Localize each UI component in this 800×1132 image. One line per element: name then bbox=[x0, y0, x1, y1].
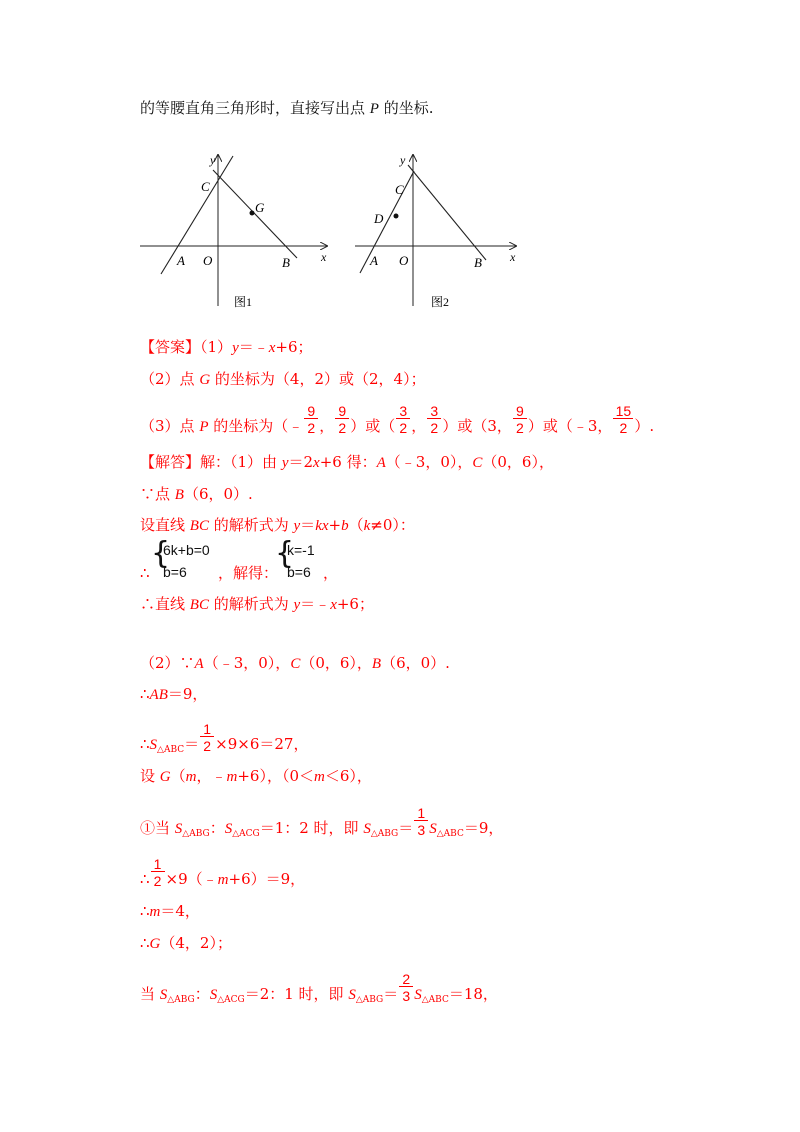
label-d: D bbox=[374, 211, 384, 226]
label-c: C bbox=[201, 179, 210, 194]
line-ac bbox=[161, 156, 233, 274]
fraction: $\frac{15}{2}$ bbox=[612, 417, 634, 437]
label-x: x bbox=[510, 250, 516, 264]
solution-line-11: ∴ $\frac{1}{2}$ ×9（﹣m+6）＝9， bbox=[140, 856, 306, 889]
fraction: $\frac{1}{3}$ bbox=[413, 819, 429, 839]
solution-line-1: 【解答】解：（1）由 y＝2x+6 得：A（﹣3，0），C（0，6）， bbox=[140, 453, 554, 471]
left-brace: { bbox=[275, 536, 295, 571]
answer-line-2: （2）点 G 的坐标为（4，2）或（2，4）； bbox=[140, 370, 426, 388]
label-b: B bbox=[282, 255, 290, 270]
solution-line-7: ∴AB＝9， bbox=[140, 685, 208, 703]
solution-line-2: ∵点 B（6，0）. bbox=[140, 485, 253, 503]
system-1-row-1: 6k+b=0 bbox=[163, 542, 210, 558]
point-g bbox=[250, 211, 255, 216]
point-d bbox=[394, 214, 399, 219]
label-y: y bbox=[210, 153, 216, 167]
answer-line-3: （3）点 P 的坐标为（﹣ $\frac{9}{2}$ ， $\frac{9}{2}$ ）或（ $\frac{3}{2}$ ， $\frac{3}{2}$ ）或（3， $\frac{9}{2}$ ）或（﹣3， $\frac{15}{2}$ ）. bbox=[140, 403, 655, 436]
system-2-row-2: b=6 bbox=[287, 564, 311, 580]
solution-line-3: 设直线 BC 的解析式为 y＝kx+b（k≠0）： bbox=[140, 516, 415, 534]
solution-line-13: ∴G（4，2）； bbox=[140, 934, 232, 952]
solution-line-4-end: ， bbox=[323, 564, 339, 582]
fraction: $\frac{1}{2}$ bbox=[150, 870, 166, 890]
caption-fig2: 图2 bbox=[431, 295, 450, 309]
solution-line-12: ∴m＝4， bbox=[140, 902, 200, 920]
label-a: A bbox=[177, 253, 185, 268]
solution-line-9: 设 G（m，﹣m+6），（0＜m＜6）， bbox=[140, 767, 372, 785]
fraction: $\frac{2}{3}$ bbox=[398, 985, 414, 1005]
system-2-row-1: k=-1 bbox=[287, 542, 315, 558]
solution-line-8: $\therefore S_{\triangle ABC}=$ $\frac{1}{2}$ ×9×6＝27， bbox=[140, 721, 309, 755]
solution-line-6: （2）∵A（﹣3，0），C（0，6），B（6，0）. bbox=[140, 654, 450, 672]
figure-1 bbox=[135, 148, 335, 318]
label-c: C bbox=[395, 182, 404, 197]
fraction: $\frac{3}{2}$ bbox=[426, 417, 442, 437]
answer-line-1: 【答案】（1）y＝﹣x+6； bbox=[140, 338, 313, 356]
caption-fig1: 图1 bbox=[234, 295, 253, 309]
fraction: $\frac{1}{2}$ bbox=[199, 735, 215, 755]
left-brace: { bbox=[151, 536, 171, 571]
intro-text: 的等腰直角三角形时，直接写出点 P 的坐标. bbox=[140, 99, 434, 117]
label-b: B bbox=[474, 255, 482, 270]
solution-line-4-prefix: ∴ bbox=[140, 564, 150, 582]
label-o: O bbox=[203, 253, 213, 268]
fraction: $\frac{9}{2}$ bbox=[303, 417, 319, 437]
solution-line-4-mid: ，解得： bbox=[218, 564, 279, 582]
label-o: O bbox=[399, 253, 409, 268]
label-g: G bbox=[255, 200, 265, 215]
system-1-row-2: b=6 bbox=[163, 564, 187, 580]
label-x: x bbox=[321, 250, 327, 264]
fraction: $\frac{9}{2}$ bbox=[334, 417, 350, 437]
solution-line-14: 当 $S_{\triangle ABG}$：$S_{\triangle ACG}=2$：1 时，即 $S_{\triangle ABG}=$ $\frac{2}{3}$ $S_{\triangle ABC}=18$， bbox=[140, 971, 498, 1005]
fraction: $\frac{3}{2}$ bbox=[395, 417, 411, 437]
figure-2 bbox=[350, 148, 525, 318]
solution-line-5: ∴直线 BC 的解析式为 y＝﹣x+6； bbox=[140, 595, 374, 613]
fraction: $\frac{9}{2}$ bbox=[512, 417, 528, 437]
solution-line-10: ①当 $S_{\triangle ABG}$：$S_{\triangle ACG}=1$：2 时，即 $S_{\triangle ABG}=$ $\frac{1}{3}$ $S_{\triangle ABC}=9$， bbox=[140, 805, 504, 839]
label-a: A bbox=[370, 253, 378, 268]
label-y: y bbox=[400, 153, 406, 167]
